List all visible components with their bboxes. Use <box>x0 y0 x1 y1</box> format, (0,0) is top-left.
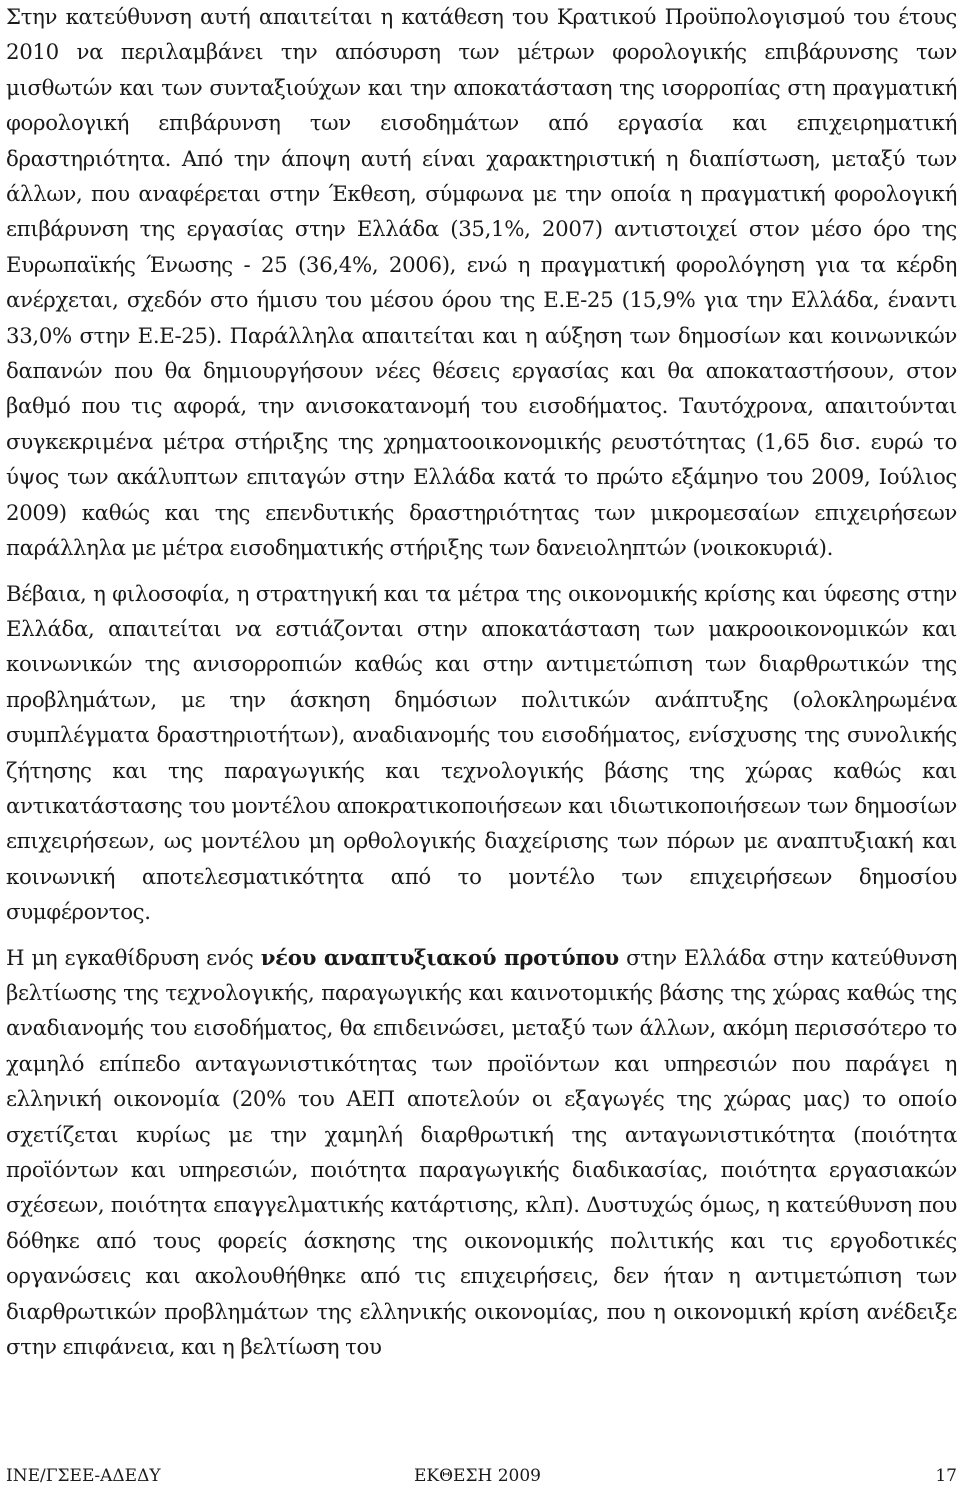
paragraph-3-bold-phrase: νέου αναπτυξιακού προτύπου <box>260 945 619 971</box>
paragraph-3-rest: στην Ελλάδα στην κατεύθυνση βελτίωσης της τεχνολογικής, παραγωγικής και καινοτομικής βάσης της χώρας καθώς της αναδιανομής του εισοδήματος, θα επιδεινώσει, μεταξύ των άλλων, ακόμη περισσότερο το χαμηλό επίπεδο ανταγωνιστικότητας των προϊόντων και υπηρεσιών που παράγει η ελληνική οικονομία (20% του ΑΕΠ αποτελούν οι εξαγωγές της χώρας μας) το οποίο σχετίζεται κυρίως με την χαμηλή διαρθρωτική της ανταγωνιστικότητα (ποιότητα προϊόντων και υπηρεσιών, ποιότητα παραγωγικής διαδικασίας, ποιότητα εργασιακών σχέσεων, ποιότητα επαγγελματικής κατάρτισης, κλπ). Δυστυχώς όμως, η κατεύθυνση που δόθηκε από τους φορείς άσκησης της οικονομικής πολιτικής και τις εργοδοτικές οργανώσεις και ακολουθήθηκε από τις επιχειρήσεις, δεν ήταν η αντιμετώπιση των διαρθρωτικών προβλημάτων της ελληνικής οικονομίας, που η οικονομική κρίση ανέδειξε στην επιφάνεια, και η βελτίωση του <box>6 945 957 1361</box>
footer-report-title: ΕΚΘΕΣΗ 2009 <box>414 1466 541 1486</box>
paragraph-3 <box>6 941 957 1366</box>
footer-publisher: ΙΝΕ/ΓΣΕΕ-ΑΔΕΔΥ <box>6 1466 161 1486</box>
paragraph-3-start: Η μη εγκαθίδρυση ενός <box>6 945 261 971</box>
page-footer <box>6 1466 957 1488</box>
paragraph-1: Στην κατεύθυνση αυτή απαιτείται η κατάθεση του Κρατικού Προϋπολογισμού του έτους 2010 να περιλαμβάνει την απόσυρση των μέτρων φορολογικής επιβάρυνσης των μισθωτών και των συνταξιούχων και την αποκατάσταση της ισορροπίας στη πραγματική φορολογική επιβάρυνση των εισοδημάτων από εργασία και επιχειρηματική δραστηριότητα. Από την άποψη αυτή είναι χαρακτηριστική η διαπίστωση, μεταξύ των άλλων, που αναφέρεται στην Έκθεση, σύμφωνα με την οποία η πραγματική φορολογική επιβάρυνση της εργασίας στην Ελλάδα (35,1%, 2007) αντιστοιχεί στον μέσο όρο της Ευρωπαϊκής Ένωσης - 25 (36,4%, 2006), ενώ η πραγματική φορολόγηση για τα κέρδη ανέρχεται, σχεδόν στο ήμισυ του μέσου όρου της Ε.Ε-25 (15,9% για την Ελλάδα, έναντι 33,0% στην Ε.Ε-25). Παράλληλα απαιτείται και η αύξηση των δημοσίων και κοινωνικών δαπανών που θα δημιουργήσουν νέες θέσεις εργασίας και θα αποκαταστήσουν, στον βαθμό που τις αφορά, την ανισοκατανομή του εισοδήματος. Ταυτόχρονα, απαιτούνται συγκεκριμένα μέτρα στήριξης της χρηματοοικονομικής ρευστότητας (1,65 δισ. ευρώ το ύψος των ακάλυπτων επιταγών στην Ελλάδα κατά το πρώτο εξάμηνο του 2009, Ιούλιος 2009) καθώς και της επενδυτικής δραστηριότητας των μικρομεσαίων επιχειρήσεων παράλληλα με μέτρα εισοδηματικής στήριξης των δανειοληπτών (νοικοκυριά). <box>6 5 957 562</box>
footer-page-number: 17 <box>935 1466 957 1486</box>
paragraph-2: Βέβαια, η φιλοσοφία, η στρατηγική και τα μέτρα της οικονομικής κρίσης και ύφεσης στην Ελλάδα, απαιτείται να εστιάζονται στην αποκατάσταση των μακροοικονομικών και κοινωνικών της ανισορροπιών καθώς και στην αντιμετώπιση των διαρθρωτικών της προβλημάτων, με την άσκηση δημόσιων πολιτικών ανάπτυξης (ολοκληρωμένα συμπλέγματα δραστηριοτήτων), αναδιανομής του εισοδήματος, ενίσχυσης της συνολικής ζήτησης και της παραγωγικής και τεχνολογικής βάσης της χώρας καθώς και αντικατάστασης του μοντέλου αποκρατικοποιήσεων και ιδιωτικοποιήσεων των δημοσίων επιχειρήσεων, ως μοντέλου μη ορθολογικής διαχείρισης των πόρων με αναπτυξιακή και κοινωνική αποτελεσματικότητα από το μοντέλο των επιχειρήσεων δημοσίου συμφέροντος. <box>6 581 957 926</box>
document-body <box>6 0 957 1365</box>
